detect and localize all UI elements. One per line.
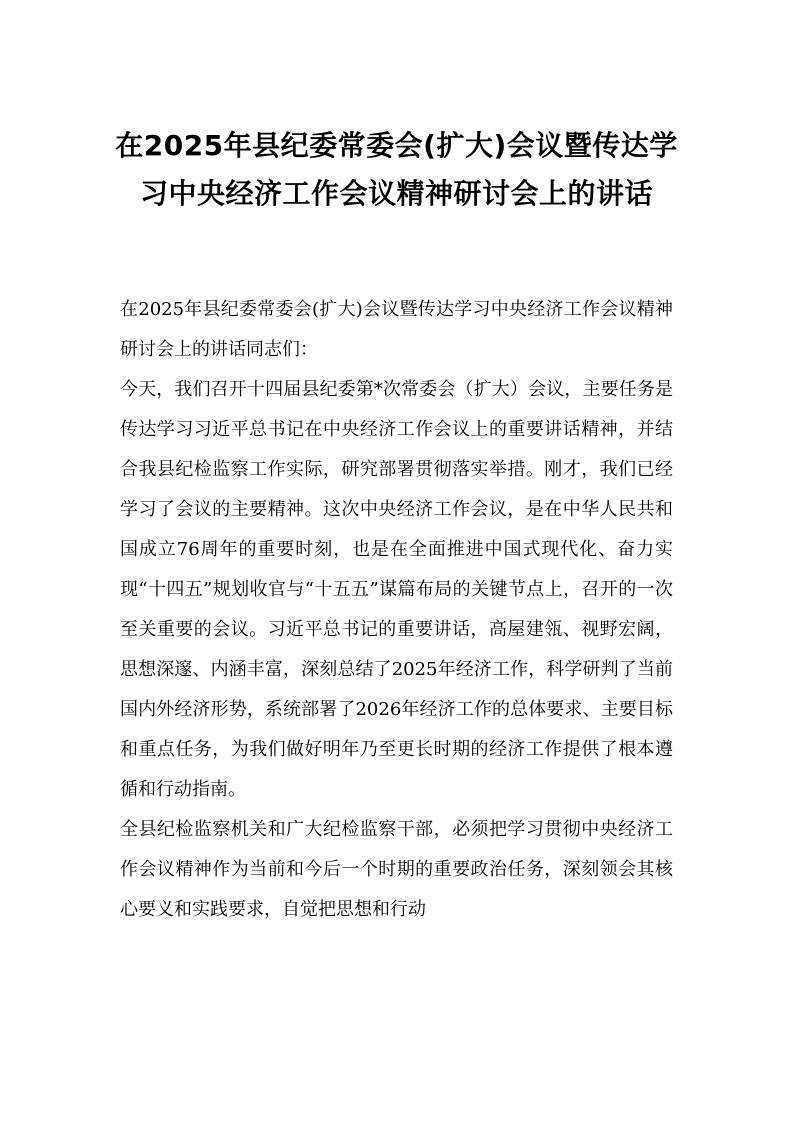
- document-title: 在2025年县纪委常委会(扩大)会议暨传达学习中央经济工作会议精神研讨会上的讲话: [115, 129, 678, 210]
- document-body: [120, 290, 673, 930]
- paragraph-meeting-intro: 今天，我们召开十四届县纪委第*次常委会（扩大）会议，主要任务是传达学习习近平总书记在中央经济工作会议上的重要讲话精神，并结合我县纪检监察工作实际，研究部署贯彻落实举措。刚才，我们已经学习了会议的主要精神。这次中央经济工作会议，是在中华人民共和国成立76周年的重要时刻，也是在全面推进中国式现代化、奋力实现“十四五”规划收官与“十五五”谋篇布局的关键节点上，召开的一次至关重要的会议。习近平总书记的重要讲话，高屋建瓴、视野宏阔，思想深邃、内涵丰富，深刻总结了2025年经济工作，科学研判了当前国内外经济形势，系统部署了2026年经济工作的总体要求、主要目标和重点任务，为我们做好明年乃至更长时期的经济工作提供了根本遵循和行动指南。: [120, 379, 673, 800]
- paragraph-requirements: 全县纪检监察机关和广大纪检监察干部，必须把学习贯彻中央经济工作会议精神作为当前和今后一个时期的重要政治任务，深刻领会其核心要义和实践要求，自觉把思想和行动: [120, 819, 673, 920]
- paragraph-opening: 在2025年县纪委常委会(扩大)会议暨传达学习中央经济工作会议精神研讨会上的讲话同志们：: [120, 299, 673, 360]
